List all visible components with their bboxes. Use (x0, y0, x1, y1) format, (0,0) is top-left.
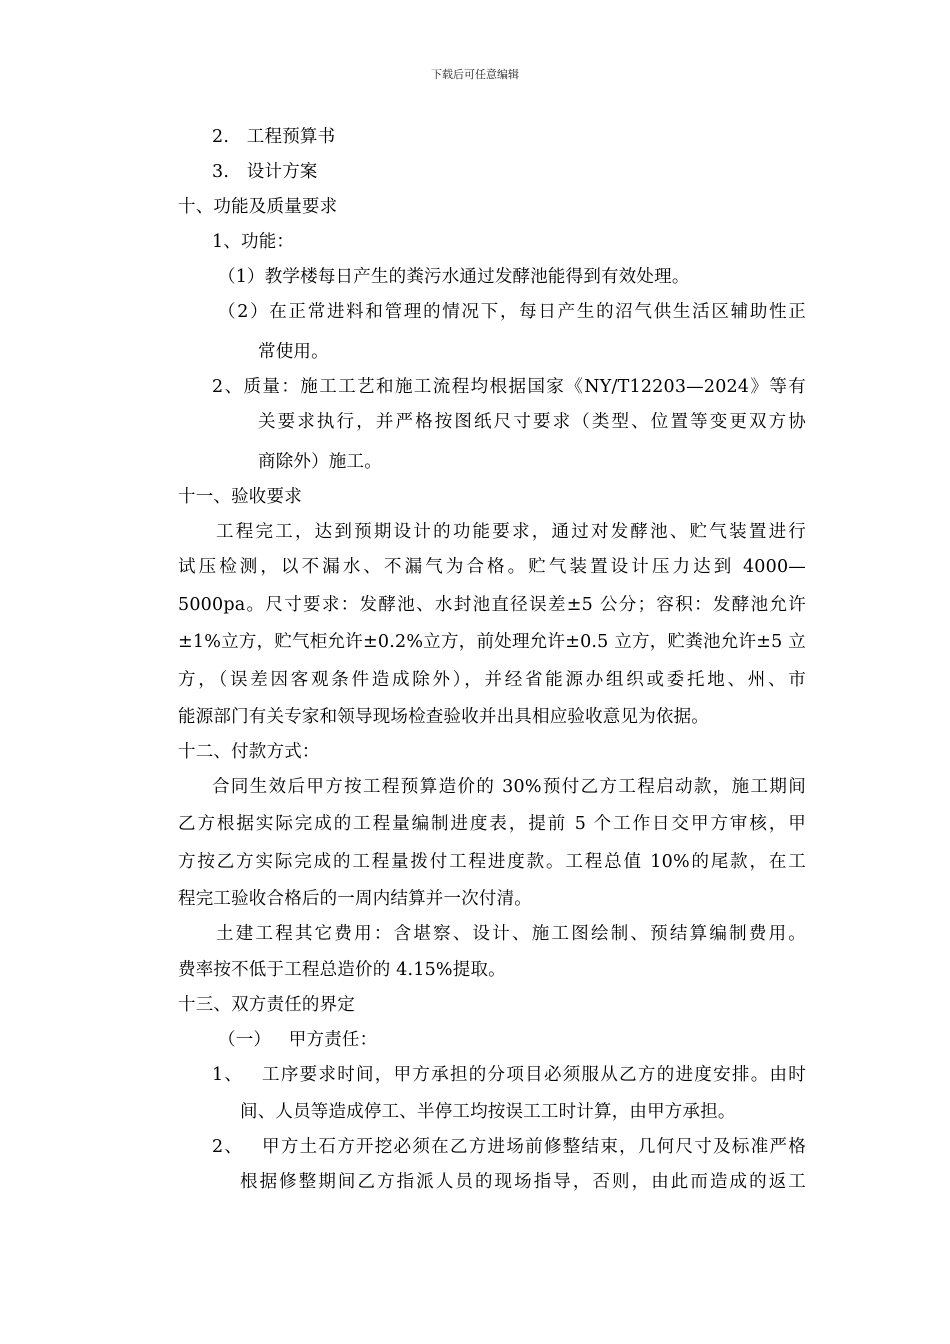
page-header: 下载后可任意编辑 (431, 68, 519, 81)
subheading-party-a: （一） 甲方责任： (218, 1030, 378, 1050)
payment-paragraph-line-4: 程完工验收合格后的一周内结算并一次付清。 (178, 889, 532, 909)
subheading-function: 1、功能： (212, 232, 295, 252)
acceptance-paragraph-line-6: 能源部门有关专家和领导现场检查验收并出具相应验收意见为依据。 (178, 707, 709, 727)
list-item-budget: 2. 工程预算书 (212, 127, 336, 147)
payment-paragraph-line-1: 合同生效后甲方按工程预算造价的 30%预付乙方工程启动款，施工期间 (212, 777, 806, 797)
function-item-1: （1）教学楼每日产生的粪污水通过发酵池能得到有效处理。 (218, 267, 690, 287)
section-heading-responsibilities: 十三、双方责任的界定 (178, 995, 355, 1015)
acceptance-paragraph-line-3: 5000pa。尺寸要求：发酵池、水封池直径误差±5 公分；容积：发酵池允许 (178, 595, 806, 615)
list-item-design: 3. 设计方案 (212, 162, 318, 182)
party-a-item-2-cont: 根据修整期间乙方指派人员的现场指导，否则，由此而造成的返工 (240, 1172, 806, 1192)
payment-paragraph-line-2: 乙方根据实际完成的工程量编制进度表，提前 5 个工作日交甲方审核，甲 (178, 814, 806, 834)
other-fees-paragraph-line-1: 土建工程其它费用：含堪察、设计、施工图绘制、预结算编制费用。 (216, 924, 806, 944)
section-heading-payment: 十二、付款方式： (178, 742, 320, 762)
acceptance-paragraph-line-4: ±1%立方，贮气柜允许±0.2%立方，前处理允许±0.5 立方，贮粪池允许±5 立 (178, 632, 806, 652)
function-item-2-cont: 常使用。 (258, 342, 329, 362)
acceptance-paragraph-line-2: 试压检测，以不漏水、不漏气为合格。贮气装置设计压力达到 4000— (178, 557, 806, 577)
other-fees-paragraph-line-2: 费率按不低于工程总造价的 4.15%提取。 (178, 960, 506, 980)
party-a-item-1: 1、 工序要求时间，甲方承担的分项目必须服从乙方的进度安排。由时 (212, 1065, 806, 1085)
quality-paragraph-cont-2: 商除外）施工。 (258, 452, 382, 472)
acceptance-paragraph-line-1: 工程完工，达到预期设计的功能要求，通过对发酵池、贮气装置进行 (216, 522, 806, 542)
party-a-item-2: 2、 甲方土石方开挖必须在乙方进场前修整结束，几何尺寸及标准严格 (212, 1137, 806, 1157)
payment-paragraph-line-3: 方按乙方实际完成的工程量拨付工程进度款。工程总值 10%的尾款，在工 (178, 852, 806, 872)
section-heading-function-quality: 十、功能及质量要求 (178, 197, 338, 217)
function-item-2: （2）在正常进料和管理的情况下，每日产生的沼气供生活区辅助性正 (218, 302, 806, 322)
section-heading-acceptance: 十一、验收要求 (178, 487, 302, 507)
acceptance-paragraph-line-5: 方，（误差因客观条件造成除外），并经省能源办组织或委托地、州、市 (178, 670, 806, 690)
quality-paragraph-cont-1: 关要求执行，并严格按图纸尺寸要求（类型、位置等变更双方协 (258, 412, 806, 432)
party-a-item-1-cont: 间、人员等造成停工、半停工均按误工工时计算，由甲方承担。 (240, 1102, 736, 1122)
quality-paragraph: 2、质量：施工工艺和施工流程均根据国家《NY/T12203—2024》等有 (212, 377, 806, 397)
